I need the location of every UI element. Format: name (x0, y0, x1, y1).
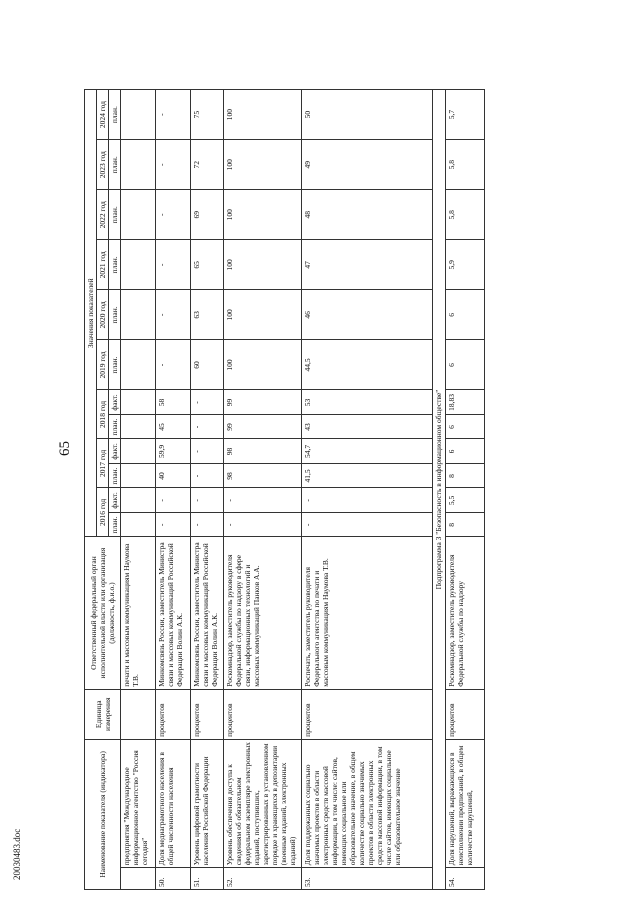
responsible-cell: печати и массовым коммуникациям Наумова Т.В. (121, 537, 156, 689)
value-cell: - (191, 415, 224, 439)
value-cell: 99 (224, 415, 302, 439)
section-title: Подпрограмма 3 "Безопасность в информационном обществе" (433, 90, 446, 890)
year-header: 2017 год (97, 439, 109, 488)
plan-header: план. (109, 513, 121, 537)
value-cell (121, 513, 156, 537)
value-cell (121, 340, 156, 390)
value-cell (121, 415, 156, 439)
year-header: 2023 год (97, 140, 109, 190)
value-cell: 40 (156, 464, 191, 488)
value-cell: 54,7 (302, 439, 433, 464)
table-row (224, 41, 302, 890)
plan-header: план. (109, 140, 121, 190)
table-row (191, 41, 224, 890)
value-cell (121, 190, 156, 240)
plan-header: план. (109, 464, 121, 488)
year-header: 2021 год (97, 240, 109, 290)
year-header: 2024 год (97, 90, 109, 140)
value-cell (121, 390, 156, 415)
plan-header: план. (109, 90, 121, 140)
row-number (121, 868, 156, 890)
value-cell: 48 (302, 190, 433, 240)
value-cell: 100 (224, 240, 302, 290)
value-cell: 63 (191, 290, 224, 340)
value-cell: - (191, 513, 224, 537)
row-number: 54. (446, 868, 485, 890)
value-cell: 43 (302, 415, 433, 439)
value-cell: 60 (191, 340, 224, 390)
unit-cell: процентов (446, 689, 485, 739)
value-cell: - (191, 464, 224, 488)
value-cell: 6 (446, 290, 485, 340)
value-cell: 46 (302, 290, 433, 340)
table-row (446, 41, 485, 890)
value-cell: 59,9 (156, 439, 191, 464)
value-cell: 41,5 (302, 464, 433, 488)
value-cell: 72 (191, 140, 224, 190)
value-cell (121, 439, 156, 464)
header-responsible: Ответственный федеральный орган исполнительной власти или организация (должность, ф.и.о.) (85, 537, 121, 689)
fact-header: факт. (109, 390, 121, 415)
value-cell (121, 464, 156, 488)
row-number: 52. (224, 868, 302, 890)
unit-cell: процентов (224, 689, 302, 739)
row-number: 53. (302, 868, 433, 890)
section-row (433, 41, 446, 890)
value-cell: 65 (191, 240, 224, 290)
value-cell: - (191, 488, 224, 513)
header-row-1 (85, 41, 97, 890)
table-row (121, 41, 156, 890)
value-cell: 47 (302, 240, 433, 290)
value-cell: 100 (224, 140, 302, 190)
value-cell: - (224, 513, 302, 537)
value-cell (121, 488, 156, 513)
unit-cell: процентов (302, 689, 433, 739)
year-header: 2020 год (97, 290, 109, 340)
year-header: 2019 год (97, 340, 109, 390)
responsible-cell: Роспечать, заместитель руководителя Федерального агентства по печати и массовым коммуникациям Наумова Т.В. (302, 537, 433, 689)
unit-cell: процентов (191, 689, 224, 739)
value-cell: - (156, 240, 191, 290)
value-cell (121, 90, 156, 140)
value-cell: 100 (224, 290, 302, 340)
indicators-table (84, 40, 485, 890)
document-code: 20030483.doc (12, 828, 22, 880)
indicator-name: Доля медиаграмотного населения в общей численности населения (156, 739, 191, 867)
responsible-cell: Минкомсвязь России, заместитель Министра связи и массовых коммуникаций Российской Федерации Волин А.К. (156, 537, 191, 689)
value-cell: 53 (302, 390, 433, 415)
value-cell: 100 (224, 190, 302, 240)
value-cell: - (224, 488, 302, 513)
table-row (302, 41, 433, 890)
indicator-name: Уровень цифровой грамотности населения Российской Федерации (191, 739, 224, 867)
value-cell: 6 (446, 415, 485, 439)
value-cell: 44,5 (302, 340, 433, 390)
value-cell (121, 240, 156, 290)
value-cell: 5,9 (446, 240, 485, 290)
plan-header: план. (109, 340, 121, 390)
header-values: Значения показателей (85, 90, 97, 537)
value-cell: 69 (191, 190, 224, 240)
value-cell: - (156, 513, 191, 537)
value-cell: 6 (446, 340, 485, 390)
page-number: 65 (57, 441, 73, 456)
plan-header: план. (109, 290, 121, 340)
value-cell: 98 (224, 464, 302, 488)
unit-cell: процентов (156, 689, 191, 739)
responsible-cell: Роскомнадзор, заместитель руководителя Федеральной службы по надзору (446, 537, 485, 689)
fact-header: факт. (109, 439, 121, 464)
value-cell: - (302, 513, 433, 537)
value-cell: 8 (446, 513, 485, 537)
value-cell: - (156, 190, 191, 240)
table-row (156, 41, 191, 890)
value-cell: 5,8 (446, 190, 485, 240)
value-cell: 50 (302, 90, 433, 140)
row-number: 51. (191, 868, 224, 890)
header-name: Наименование показателя (индикатора) (85, 739, 121, 889)
indicator-name: предприятия "Международное информационное агентство "Россия сегодня" (121, 739, 156, 867)
value-cell: 8 (446, 464, 485, 488)
plan-header: план. (109, 240, 121, 290)
value-cell: 99 (224, 390, 302, 415)
rotated-table-container (84, 40, 612, 890)
value-cell: 58 (156, 390, 191, 415)
value-cell: 49 (302, 140, 433, 190)
year-header: 2018 год (97, 390, 109, 439)
unit-cell (121, 689, 156, 739)
value-cell (121, 140, 156, 190)
indicator-name: Уровень обеспечения доступа к сведениям об обязательном федеральном экземпляре электронных изданий, поступивших, зарегистрированных в установленном порядке и хранящихся в депозитарии (военные изданий, электронных изданий) (224, 739, 302, 867)
value-cell: - (156, 90, 191, 140)
value-cell: 100 (224, 90, 302, 140)
year-header: 2016 год (97, 488, 109, 537)
value-cell: - (156, 340, 191, 390)
value-cell: 5,8 (446, 140, 485, 190)
value-cell: 100 (224, 340, 302, 390)
value-cell: - (302, 488, 433, 513)
responsible-cell: Минкомсвязь России, заместитель Министра связи и массовых коммуникаций Российской Федерации Волин А.К. (191, 537, 224, 689)
value-cell: - (156, 488, 191, 513)
value-cell: - (156, 290, 191, 340)
value-cell: 98 (224, 439, 302, 464)
indicator-name: Доля нарушений, выражающихся в неисполнении предписаний, в общем количестве нарушений, (446, 739, 485, 867)
value-cell: 6 (446, 439, 485, 464)
value-cell: 5,7 (446, 90, 485, 140)
value-cell: - (191, 390, 224, 415)
indicator-name: Доля поддержанных социально значимых проектов в области электронных средств массовой информации, в том числе: сайтов, имеющих социальное или образовательное значение, в общем количестве социально значимых проектов в области электронных средств массовой информации, в том числе сайтов, имеющих социальное или образовательное значение (302, 739, 433, 867)
fact-header: факт. (109, 488, 121, 513)
value-cell: 45 (156, 415, 191, 439)
year-header: 2022 год (97, 190, 109, 240)
value-cell: - (191, 439, 224, 464)
plan-header: план. (109, 415, 121, 439)
value-cell (121, 290, 156, 340)
value-cell: 5,5 (446, 488, 485, 513)
row-number: 50. (156, 868, 191, 890)
value-cell: 75 (191, 90, 224, 140)
value-cell: - (156, 140, 191, 190)
header-unit: Единица измерения (85, 689, 121, 739)
responsible-cell: Роскомнадзор, заместитель руководителя Федеральной службы по надзору в сфере связи, информационных технологий и массовых коммуникаций Панков А.А. (224, 537, 302, 689)
plan-header: план. (109, 190, 121, 240)
value-cell: 18,83 (446, 390, 485, 415)
